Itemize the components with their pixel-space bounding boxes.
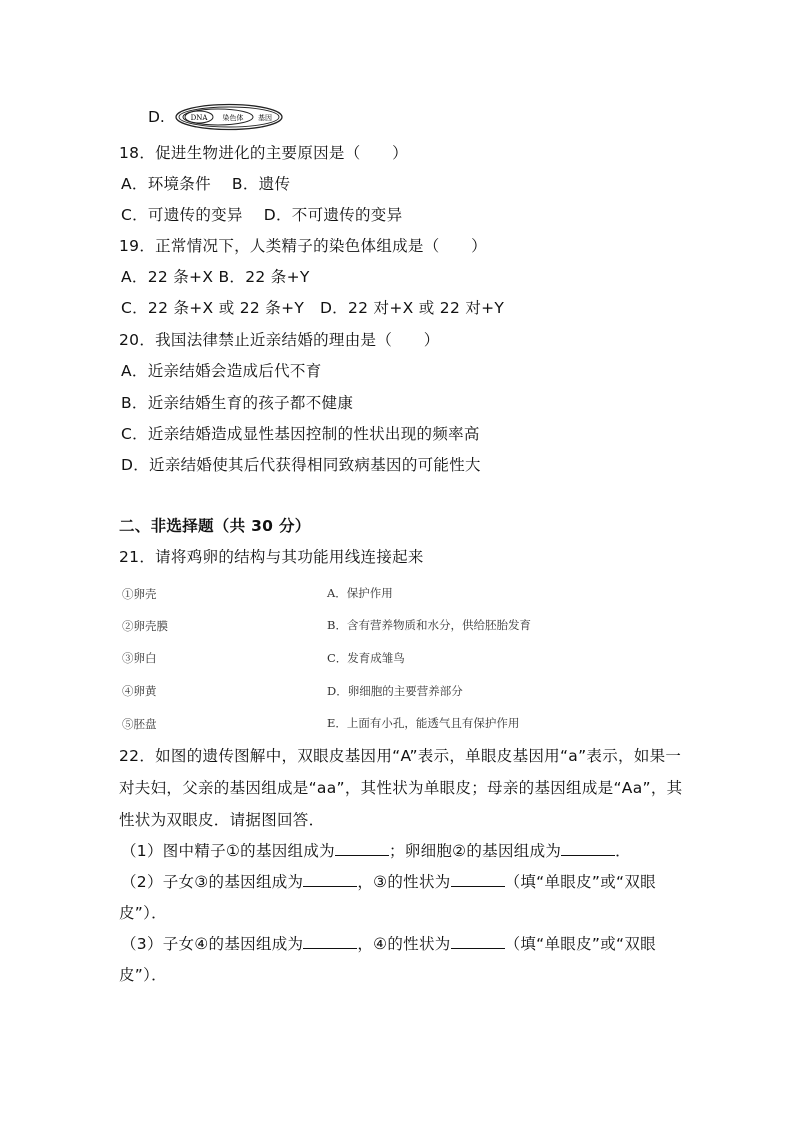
q19-options-ab: A．22 条+X B．22 条+Y [121,268,310,286]
answer-blank[interactable] [561,841,615,856]
q21-stem: 21．请将鸡卵的结构与其功能用线连接起来 [119,548,424,566]
q18-stem: 18．促进生物进化的主要原因是（ ） [119,144,408,162]
q22-sub2-text-a: （2）子女③的基因组成为 [121,873,304,891]
q22-sub2-text-c: （填“单眼皮”或“双眼 [504,873,656,891]
q21-left-item: ⑤胚盘 [122,717,157,731]
q21-left-item: ④卵黄 [122,684,157,698]
q22-sub3 [121,934,656,954]
q19-options-cd: C．22 条+X 或 22 条+Y D．22 对+X 或 22 对+Y [121,299,505,317]
q22-sub3-continuation: 皮”）． [119,966,167,984]
q22-stem-line3: 性状为双眼皮．请据图回答． [119,811,325,829]
q20-option-d: D．近亲结婚使其后代获得相同致病基因的可能性大 [121,456,481,474]
q21-right-item: E．上面有小孔，能透气且有保护作用 [327,716,520,730]
q22-stem-line2: 对夫妇，父亲的基因组成是“aa”，其性状为单眼皮；母亲的基因组成是“Aa”，其 [119,779,683,797]
q22-sub1-text-b: ；卵细胞②的基因组成为 [388,842,562,860]
q22-sub2-continuation: 皮”）． [119,904,167,922]
q22-sub3-text-b: ，④的性状为 [357,935,451,953]
q22-sub2 [121,872,656,892]
q19-stem: 19．正常情况下，人类精子的染色体组成是（ ） [119,237,487,255]
q21-right-item: A．保护作用 [327,586,393,600]
q21-right-item: C．发育成雏鸟 [327,651,405,665]
q22-sub1-text-a: （1）图中精子①的基因组成为 [121,842,335,860]
q18-options-cd: C．可遗传的变异 D．不可遗传的变异 [121,206,403,224]
q17-option-d-figure [174,102,284,132]
answer-blank[interactable] [451,872,505,887]
q21-matching-table [119,580,535,735]
q21-left-item: ②卵壳膜 [122,619,168,633]
q17-option-d-label: D. [148,108,165,126]
q18-options-ab: A．环境条件 B．遗传 [121,175,291,193]
q21-right-item: B．含有营养物质和水分，供给胚胎发育 [327,618,531,632]
q22-sub2-text-b: ，③的性状为 [357,873,451,891]
q21-right-item: D．卵细胞的主要营养部分 [327,684,463,698]
q22-stem-line1: 22．如图的遗传图解中，双眼皮基因用“A”表示，单眼皮基因用“a”表示，如果一 [119,747,682,765]
q20-option-b: B．近亲结婚生育的孩子都不健康 [121,394,354,412]
answer-blank[interactable] [335,841,389,856]
answer-blank[interactable] [303,934,357,949]
q20-option-a: A．近亲结婚会造成后代不育 [121,362,322,380]
q22-sub3-text-c: （填“单眼皮”或“双眼 [504,935,656,953]
q21-left-item: ③卵白 [122,651,157,665]
answer-blank[interactable] [451,934,505,949]
q22-sub1-text-c: ． [615,842,631,860]
q22-sub1 [121,841,631,861]
answer-blank[interactable] [303,872,357,887]
q20-stem: 20．我国法律禁止近亲结婚的理由是（ ） [119,331,440,349]
q20-option-c: C．近亲结婚造成显性基因控制的性状出现的频率高 [121,425,480,443]
figure-inner-label: DNA [190,114,208,122]
q22-sub3-text-a: （3）子女④的基因组成为 [121,935,304,953]
q21-left-item: ①卵壳 [122,587,157,601]
figure-middle-label: 染色体 [222,114,244,122]
figure-outer-label: 基因 [258,114,272,122]
section-title: 二、非选择题（共 30 分） [119,517,311,535]
